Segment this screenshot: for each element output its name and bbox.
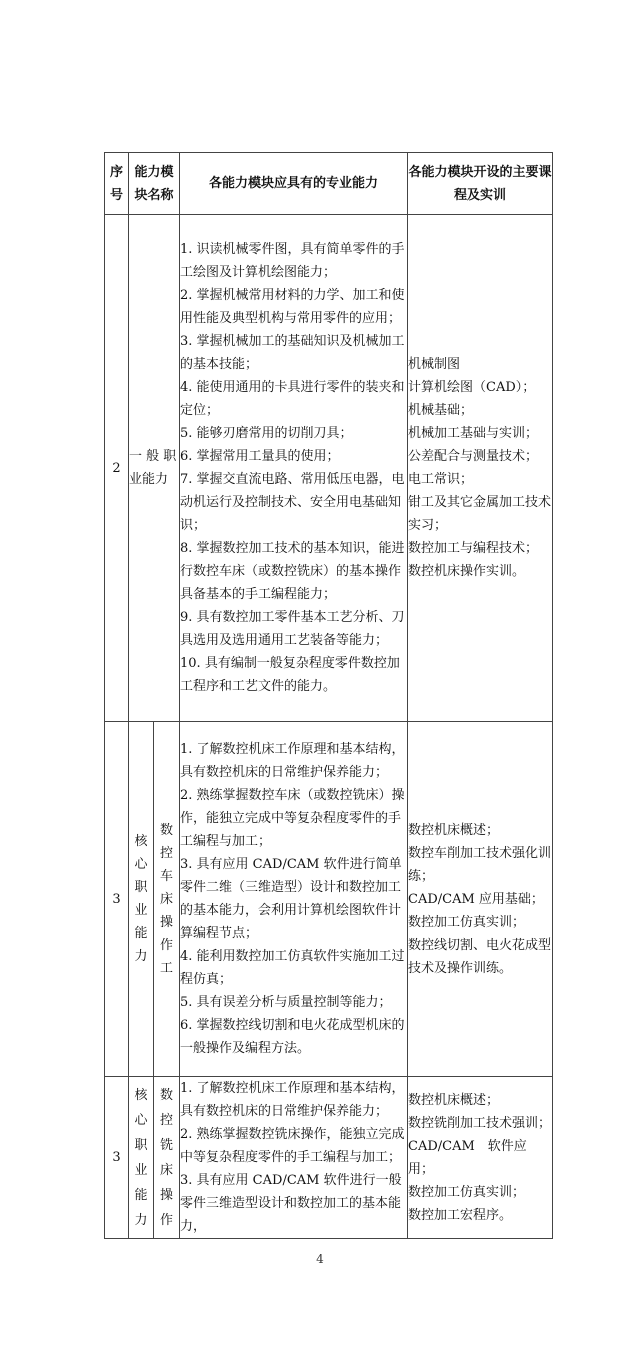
ability-item: 7. 掌握交直流电路、常用低压电器，电动机运行及控制技术、安全用电基础知识； — [180, 472, 405, 533]
ability-item: 5. 具有误差分析与质量控制等能力； — [180, 995, 392, 1010]
table-row — [105, 722, 553, 1077]
course-item: 数控铣削加工技术强训； — [408, 1115, 552, 1131]
ability-item: 1. 了解数控机床工作原理和基本结构，具有数控机床的日常维护保养能力； — [180, 742, 405, 780]
ability-item: 4. 能使用通用的卡具进行零件的装夹和定位； — [180, 380, 405, 418]
course-item: 电工常识； — [408, 472, 474, 487]
header-module-name: 能力模 块名称 — [129, 153, 180, 215]
module-name: 数 控 铣 床 操 作 — [154, 1077, 180, 1239]
ability-item: 1. 了解数控机床工作原理和基本结构，具有数控机床的日常维护保养能力； — [180, 1081, 405, 1119]
course-item: 机械制图 — [408, 357, 461, 372]
ability-item: 2. 熟练掌握数控铣床操作，能独立完成中等复杂程度零件的手工编程与加工； — [180, 1127, 405, 1165]
abilities-cell — [180, 1077, 408, 1239]
course-item: 数控车削加工技术强化训练； — [408, 845, 552, 884]
table-row — [105, 215, 553, 722]
course-item: 机械基础； — [408, 403, 474, 418]
row-number: 3 — [105, 1077, 129, 1239]
table-header-row — [105, 153, 553, 215]
course-item: 数控线切割、电火花成型技术及操作训练。 — [408, 937, 552, 976]
course-item: CAD/CAM 应用基础； — [408, 891, 544, 907]
row-number: 3 — [105, 722, 129, 1077]
header-courses: 各能力模块开设的主要课 程及实训 — [408, 153, 553, 215]
course-item: 数控机床操作实训。 — [408, 564, 526, 579]
page-number: 4 — [316, 1252, 324, 1266]
course-item: 公差配合与测量技术； — [408, 449, 539, 464]
ability-item: 2. 熟练掌握数控车床（或数控铣床）操作，能独立完成中等复杂程度零件的手工编程与加工； — [180, 788, 405, 849]
course-item: 数控加工宏程序。 — [408, 1207, 513, 1223]
header-no: 序 号 — [105, 153, 129, 215]
header-abilities: 各能力模块应具有的专业能力 — [180, 153, 408, 215]
course-item: 钳工及其它金属加工技术实习； — [408, 495, 552, 533]
ability-item: 5. 能够刃磨常用的切削刀具； — [180, 426, 353, 441]
ability-item: 6. 掌握常用工量具的使用； — [180, 449, 340, 464]
course-item: 机械加工基础与实训； — [408, 426, 539, 441]
ability-item: 1. 识读机械零件图，具有简单零件的手工绘图及计算机绘图能力； — [180, 242, 405, 280]
courses-cell — [408, 1077, 553, 1239]
course-item: 数控加工仿真实训； — [408, 914, 526, 930]
category-name: 核 心 职 业 能 力 — [129, 1077, 154, 1239]
abilities-cell — [180, 722, 408, 1077]
ability-item: 10. 具有编制一般复杂程度零件数控加工程序和工艺文件的能力。 — [180, 656, 400, 694]
ability-item: 9. 具有数控加工零件基本工艺分析、刀具选用及选用通用工艺装备等能力； — [180, 610, 405, 648]
module-name: 一 般 职 业能力 — [129, 215, 180, 722]
ability-item: 2. 掌握机械常用材料的力学、加工和使用性能及典型机构与常用零件的应用； — [180, 288, 405, 326]
ability-item: 4. 能利用数控加工仿真软件实施加工过程仿真； — [180, 949, 405, 987]
category-name: 核 心 职 业 能 力 — [129, 722, 154, 1077]
ability-item: 8. 掌握数控加工技术的基本知识，能进行数控车床（或数控铣床）的基本操作具备基本的手工编程能力； — [180, 541, 405, 602]
abilities-cell — [180, 215, 408, 722]
course-item: 数控加工与编程技术； — [408, 541, 539, 556]
ability-item: 6. 掌握数控线切割和电火花成型机床的一般操作及编程方法。 — [180, 1018, 405, 1056]
ability-item: 3. 掌握机械加工的基础知识及机械加工的基本技能； — [180, 334, 405, 372]
module-name: 数 控 车 床 操 作 工 — [154, 722, 180, 1077]
course-item: 计算机绘图（CAD）； — [408, 380, 536, 395]
course-item: 数控加工仿真实训； — [408, 1184, 526, 1200]
course-item: 数控机床概述； — [408, 822, 500, 838]
table-row — [105, 1077, 553, 1239]
course-item: CAD/CAM 软件应用； — [408, 1138, 527, 1177]
courses-cell — [408, 722, 553, 1077]
ability-item: 3. 具有应用 CAD/CAM 软件进行简单零件二维（三维造型）设计和数控加工的基本能力，会利用计算机绘图软件计算编程节点； — [180, 857, 402, 941]
curriculum-table — [104, 152, 553, 1239]
course-item: 数控机床概述； — [408, 1092, 500, 1108]
row-number: 2 — [105, 215, 129, 722]
courses-cell — [408, 215, 553, 722]
ability-item: 3. 具有应用 CAD/CAM 软件进行一般零件三维造型设计和数控加工的基本能力， — [180, 1173, 402, 1234]
